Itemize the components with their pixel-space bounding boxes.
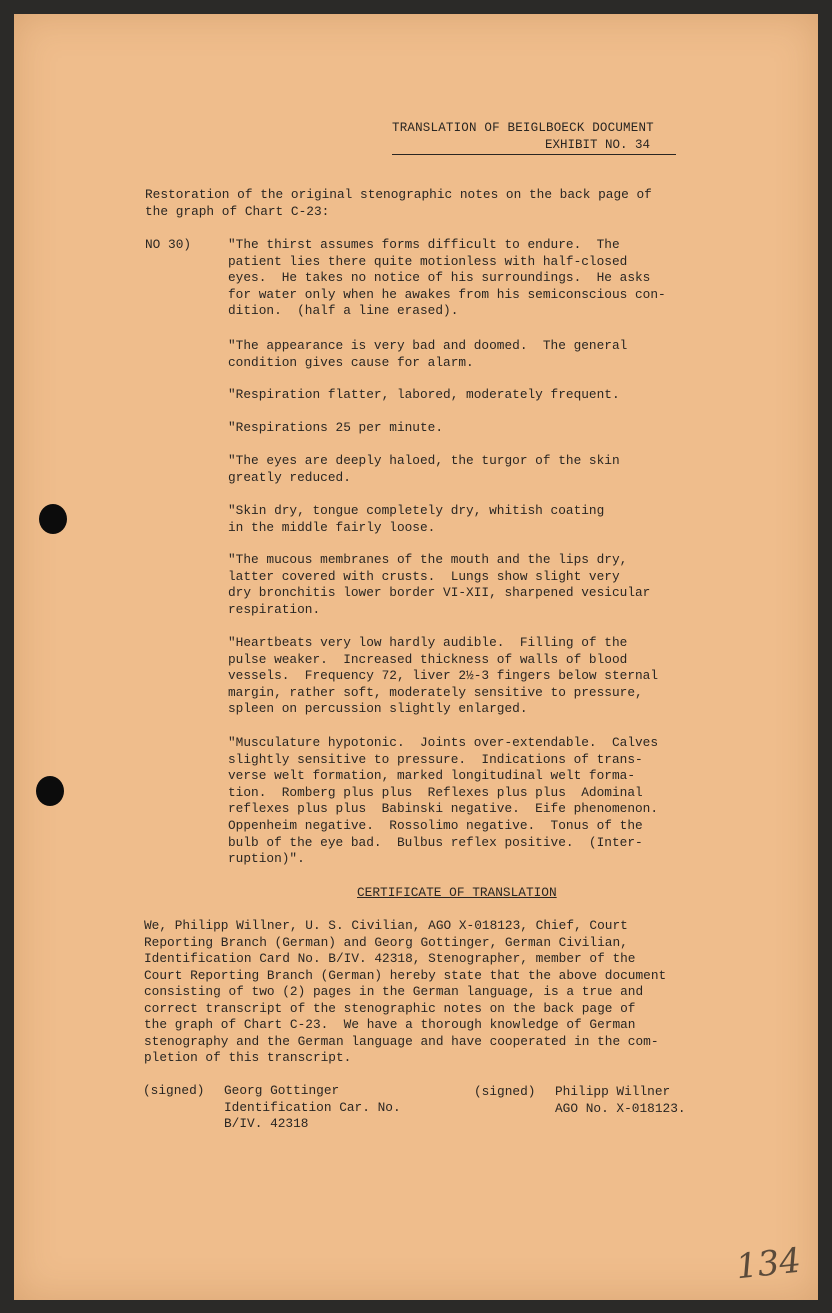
signer-id-label-left: Identification Car. No. xyxy=(224,1100,401,1115)
certificate-line: pletion of this transcript. xyxy=(144,1050,352,1065)
note-line: "The thirst assumes forms difficult to endure. The xyxy=(228,237,620,252)
punch-hole xyxy=(36,776,64,806)
note-line: greatly reduced. xyxy=(228,469,351,485)
note-line: Oppenheim negative. Rossolimo negative. Tonus of the xyxy=(228,818,643,833)
note-line: in the middle fairly loose. xyxy=(228,519,436,535)
document-title: TRANSLATION OF BEIGLBOECK DOCUMENT xyxy=(392,121,654,135)
exhibit-number: EXHIBIT NO. 34 xyxy=(392,138,676,155)
intro-line: Restoration of the original stenographic notes on the back page of xyxy=(145,187,652,202)
note-line: slightly sensitive to pressure. Indications of trans- xyxy=(228,751,643,767)
note-line: spleen on percussion slightly enlarged. xyxy=(228,701,528,717)
signed-label-right: (signed) xyxy=(474,1084,536,1099)
signer-name-right: Philipp Willner xyxy=(555,1084,671,1099)
note-line: "Heartbeats very low hardly audible. Filling of the xyxy=(228,635,628,650)
note-line: vessels. Frequency 72, liver 2½-3 fingers below sternal xyxy=(228,668,659,684)
intro-line: the graph of Chart C-23: xyxy=(145,204,330,219)
handwritten-page-number: 134 xyxy=(734,1240,803,1288)
note-line: "Skin dry, tongue completely dry, whitish coating xyxy=(228,503,605,518)
signed-label-left: (signed) xyxy=(143,1083,205,1098)
note-line: ruption)". xyxy=(228,851,305,867)
note-line: "Respiration flatter, labored, moderately frequent. xyxy=(228,387,620,402)
certificate-line: stenography and the German language and have cooperated in the com- xyxy=(144,1033,659,1049)
certificate-line: We, Philipp Willner, U. S. Civilian, AGO X-018123, Chief, Court xyxy=(144,918,628,933)
entry-label: NO 30) xyxy=(145,237,192,252)
certificate-line: Identification Card No. B/IV. 42318, Stenographer, member of the xyxy=(144,951,636,966)
signer-name-left: Georg Gottinger xyxy=(224,1083,340,1098)
note-line: "Musculature hypotonic. Joints over-extendable. Calves xyxy=(228,735,659,750)
note-line: "The mucous membranes of the mouth and the lips dry, xyxy=(228,552,628,567)
note-line: bulb of the eye bad. Bulbus reflex positive. (Inter- xyxy=(228,834,643,850)
note-line: "The appearance is very bad and doomed. The general xyxy=(228,338,628,353)
certificate-line: Reporting Branch (German) and Georg Gottinger, German Civilian, xyxy=(144,934,628,950)
certificate-line: Court Reporting Branch (German) hereby state that the above document xyxy=(144,967,667,983)
note-line: reflexes plus plus Babinski negative. Eife phenomenon. xyxy=(228,801,659,817)
note-line: pulse weaker. Increased thickness of walls of blood xyxy=(228,651,628,667)
note-line: latter covered with crusts. Lungs show slight very xyxy=(228,568,620,584)
note-line: "The eyes are deeply haloed, the turgor of the skin xyxy=(228,453,620,468)
certificate-line: correct transcript of the stenographic notes on the back page of xyxy=(144,1000,636,1016)
note-line: margin, rather soft, moderately sensitive to pressure, xyxy=(228,684,643,700)
note-line: respiration. xyxy=(228,601,321,617)
note-line: verse welt formation, marked longitudinal welt forma- xyxy=(228,768,636,784)
note-line: dry bronchitis lower border VI-XII, sharpened vesicular xyxy=(228,585,651,601)
note-line: "Respirations 25 per minute. xyxy=(228,420,444,435)
note-line: for water only when he awakes from his semiconscious con- xyxy=(228,286,666,302)
punch-hole xyxy=(39,504,67,534)
note-line: dition. (half a line erased). xyxy=(228,303,459,319)
note-line: condition gives cause for alarm. xyxy=(228,354,474,370)
note-line: eyes. He takes no notice of his surroundings. He asks xyxy=(228,270,651,286)
certificate-line: the graph of Chart C-23. We have a thorough knowledge of German xyxy=(144,1017,636,1032)
signer-id-left: B/IV. 42318 xyxy=(224,1116,309,1131)
signer-id-right: AGO No. X-018123. xyxy=(555,1101,686,1116)
certificate-line: consisting of two (2) pages in the German language, is a true and xyxy=(144,984,644,999)
certificate-heading: CERTIFICATE OF TRANSLATION xyxy=(357,885,557,900)
note-line: patient lies there quite motionless with half-closed xyxy=(228,253,628,269)
note-line: tion. Romberg plus plus Reflexes plus plus Adominal xyxy=(228,784,643,800)
